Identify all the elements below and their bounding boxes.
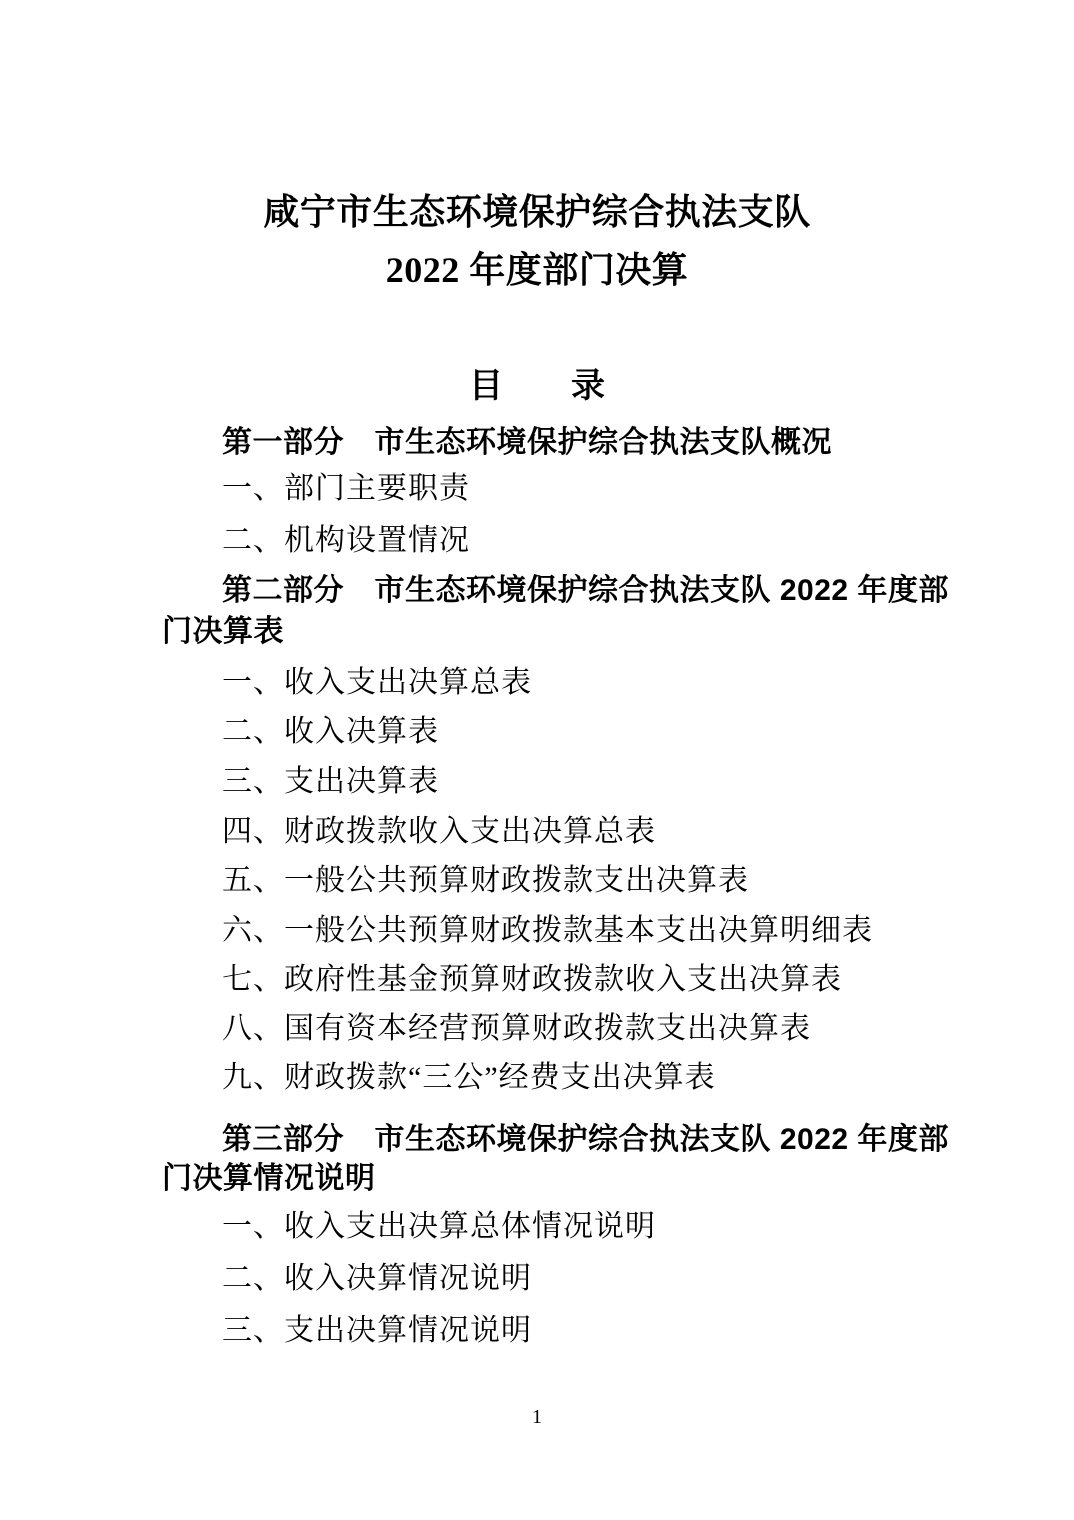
toc-item: 二、收入决算情况说明 xyxy=(222,1262,532,1295)
toc-item: 三、支出决算情况说明 xyxy=(222,1314,532,1347)
toc-part2-heading-line2: 门决算表 xyxy=(162,615,284,648)
toc-item: 九、财政拨款“三公”经费支出决算表 xyxy=(222,1061,716,1094)
toc-item: 二、收入决算表 xyxy=(222,715,439,748)
toc-part3-heading-line1: 第三部分 市生态环境保护综合执法支队 2022 年度部 xyxy=(222,1123,949,1156)
toc-heading: 目 录 xyxy=(469,368,605,405)
toc-part1-heading: 第一部分 市生态环境保护综合执法支队概况 xyxy=(222,426,832,459)
toc-item: 一、收入支出决算总体情况说明 xyxy=(222,1210,656,1243)
document-title-line1: 咸宁市生态环境保护综合执法支队 xyxy=(263,192,811,232)
toc-item: 四、财政拨款收入支出决算总表 xyxy=(222,815,656,848)
toc-item: 五、一般公共预算财政拨款支出决算表 xyxy=(222,864,749,897)
toc-part2-heading-line1: 第二部分 市生态环境保护综合执法支队 2022 年度部 xyxy=(222,574,949,607)
toc-item: 一、部门主要职责 xyxy=(222,472,470,505)
toc-item: 二、机构设置情况 xyxy=(222,524,470,557)
toc-item: 八、国有资本经营预算财政拨款支出决算表 xyxy=(222,1012,811,1045)
toc-item: 七、政府性基金预算财政拨款收入支出决算表 xyxy=(222,963,842,996)
document-title-line2: 2022 年度部门决算 xyxy=(385,250,689,290)
page-number: 1 xyxy=(532,1406,542,1428)
toc-item: 六、一般公共预算财政拨款基本支出决算明细表 xyxy=(222,914,873,947)
toc-part3-heading-line2: 门决算情况说明 xyxy=(162,1162,376,1195)
toc-item: 一、收入支出决算总表 xyxy=(222,666,532,699)
toc-item: 三、支出决算表 xyxy=(222,765,439,798)
